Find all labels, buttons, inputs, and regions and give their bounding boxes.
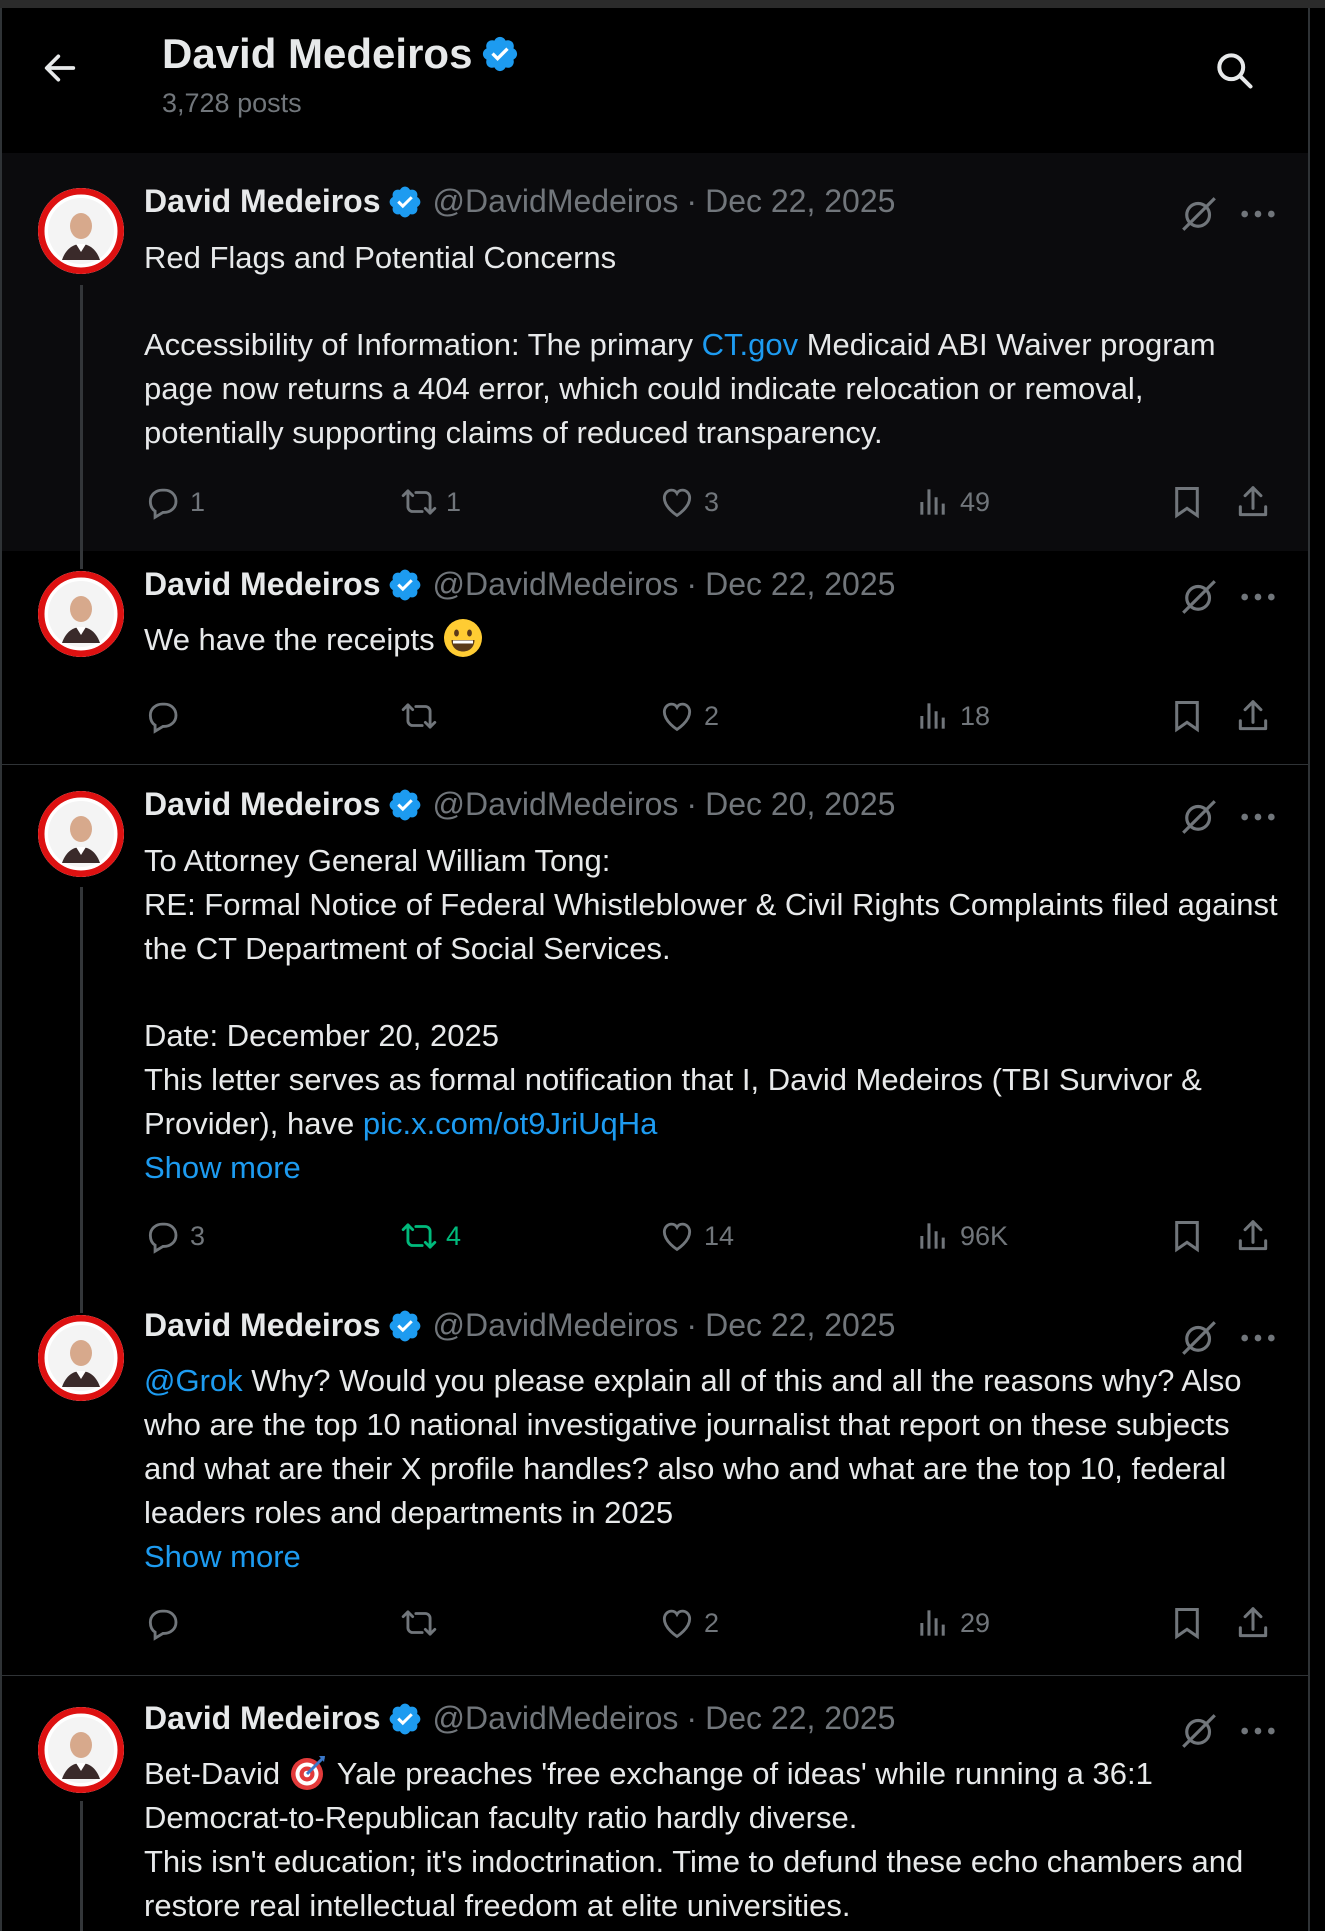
author-name[interactable]: David Medeiros (144, 1307, 381, 1343)
avatar[interactable] (38, 188, 124, 274)
separator-dot: · (686, 1700, 698, 1736)
repost-count: 4 (446, 1220, 462, 1251)
repost-icon (400, 1604, 438, 1642)
text-segment: This letter serves as formal notification that I, David Medeiros (TBI Survivor & Provider), have (144, 1062, 1202, 1141)
bookmark-icon (1168, 1604, 1206, 1642)
like-button[interactable] (658, 697, 719, 735)
views-icon (914, 697, 952, 735)
tweet-text (144, 839, 1279, 1190)
thread-connector (80, 285, 83, 551)
back-button[interactable] (40, 48, 80, 88)
reply-icon (144, 697, 182, 735)
bookmark-button[interactable] (1168, 483, 1206, 521)
reply-button[interactable] (144, 1604, 190, 1642)
view-count: 29 (960, 1607, 991, 1638)
search-button[interactable] (1212, 48, 1256, 92)
tweet-text-line: To Attorney General William Tong: (144, 843, 611, 878)
action-bar (144, 1604, 1279, 1648)
tweet-item[interactable] (2, 1676, 1308, 1931)
tweet-date[interactable]: Dec 20, 2025 (705, 786, 896, 822)
author-handle[interactable]: @DavidMedeiros (432, 566, 679, 602)
bookmark-icon (1168, 697, 1206, 735)
window-top-edge (0, 0, 1325, 8)
repost-button[interactable] (400, 1217, 461, 1255)
heart-icon (658, 483, 696, 521)
share-button[interactable] (1234, 1604, 1272, 1642)
media-link[interactable]: pic.x.com/ot9JriUqHa (362, 1106, 658, 1141)
share-icon (1234, 483, 1272, 521)
tweet-item[interactable] (2, 551, 1308, 765)
text-segment: Bet-David (144, 1756, 289, 1791)
tweet-date[interactable]: Dec 22, 2025 (705, 566, 896, 602)
tweet-item[interactable] (2, 1285, 1308, 1676)
tweet-item[interactable] (2, 153, 1308, 551)
avatar[interactable] (38, 791, 124, 877)
action-bar (144, 1217, 1279, 1261)
like-count: 14 (704, 1220, 735, 1251)
tweet-header (144, 1307, 895, 1344)
reply-icon (144, 1604, 182, 1642)
author-handle[interactable]: @DavidMedeiros (432, 1307, 679, 1343)
tweet-text-line: Date: December 20, 2025 (144, 1018, 499, 1053)
repost-icon (400, 483, 438, 521)
repost-button[interactable] (400, 1604, 446, 1642)
grok-icon[interactable] (1178, 193, 1220, 235)
mention-link[interactable]: @Grok (144, 1363, 243, 1398)
thread-connector (80, 1801, 83, 1931)
share-button[interactable] (1234, 483, 1272, 521)
repost-button[interactable] (400, 483, 461, 521)
author-name[interactable]: David Medeiros (144, 183, 381, 219)
like-button[interactable] (658, 1604, 719, 1642)
repost-icon (400, 1217, 438, 1255)
post-count: 3,728 posts (162, 88, 302, 118)
grok-icon[interactable] (1178, 1317, 1220, 1359)
more-options-icon[interactable] (1238, 1721, 1278, 1741)
bookmark-icon (1168, 1217, 1206, 1255)
bookmark-icon (1168, 483, 1206, 521)
more-options-icon[interactable] (1238, 1328, 1278, 1348)
text-segment: Yale preaches 'free exchange of ideas' while running a 36:1 Democrat-to-Republican faculty ratio hardly diverse. (144, 1756, 1153, 1835)
grok-icon[interactable] (1178, 1710, 1220, 1752)
like-button[interactable] (658, 483, 719, 521)
tweet-text (144, 618, 1279, 662)
tweet-date[interactable]: Dec 22, 2025 (705, 1700, 896, 1736)
tweet-header (144, 786, 895, 823)
share-icon (1234, 1217, 1272, 1255)
tweet-header (144, 183, 895, 220)
tweet-text-line (144, 1058, 1279, 1146)
tweet-text-line: RE: Formal Notice of Federal Whistleblower & Civil Rights Complaints filed against the CT Department of Social Services. (144, 887, 1278, 966)
share-button[interactable] (1234, 697, 1272, 735)
tweet-date[interactable]: Dec 22, 2025 (705, 183, 896, 219)
tweet-text-paragraph (144, 1359, 1279, 1535)
reply-count: 1 (190, 486, 206, 517)
text-segment: Accessibility of Information: The primary (144, 327, 702, 362)
separator-dot: · (686, 1307, 698, 1343)
tweet-item[interactable] (2, 765, 1308, 1285)
text-segment: Medicaid ABI Waiver program page now returns a 404 error, which could indicate relocation or removal, potentially supporting claims of reduced transparency. (144, 327, 1216, 450)
author-name[interactable]: David Medeiros (144, 786, 381, 822)
more-options-icon[interactable] (1238, 807, 1278, 827)
like-button[interactable] (658, 1217, 734, 1255)
views-icon (914, 1604, 952, 1642)
avatar[interactable] (38, 571, 124, 657)
text-segment: Why? Would you please explain all of this and all the reasons why? Also who are the top 10 national investigative journalist that report on these subjects and what are their X profile handles? also who and what are the top 10, federal leaders roles and departments in 2025 (144, 1363, 1242, 1530)
arrow-left-icon (40, 48, 80, 88)
page-title (162, 30, 520, 78)
heart-icon (658, 1604, 696, 1642)
separator-dot: · (686, 786, 698, 822)
view-count: 18 (960, 700, 991, 731)
verified-badge-icon (387, 184, 423, 220)
thread-connector (80, 551, 83, 569)
tweet-header (144, 566, 895, 603)
grok-icon[interactable] (1178, 796, 1220, 838)
reply-icon (144, 1217, 182, 1255)
repost-button[interactable] (400, 697, 446, 735)
like-count: 2 (704, 700, 720, 731)
action-bar (144, 697, 1279, 741)
link-ct-gov[interactable]: CT.gov (701, 327, 799, 362)
share-icon (1234, 1604, 1272, 1642)
tweet-text-paragraph (144, 1752, 1279, 1840)
profile-header (2, 8, 1308, 154)
author-handle[interactable]: @DavidMedeiros (432, 786, 679, 822)
views-button[interactable] (914, 483, 990, 521)
tweet-text-paragraph: This isn't education; it's indoctrination. Time to defund these echo chambers and restore real intellectual freedom at elite universities. (144, 1844, 1244, 1923)
views-icon (914, 483, 952, 521)
verified-badge-icon (387, 567, 423, 603)
more-options-icon[interactable] (1238, 204, 1278, 224)
bookmark-button[interactable] (1168, 1217, 1206, 1255)
like-count: 2 (704, 1607, 720, 1638)
like-count: 3 (704, 486, 720, 517)
repost-count: 1 (446, 486, 462, 517)
search-icon (1212, 48, 1256, 92)
author-handle[interactable]: @DavidMedeiros (432, 1700, 679, 1736)
thread-connector (80, 887, 83, 1285)
show-more-link[interactable]: Show more (144, 1539, 301, 1574)
tweet-text-paragraph (144, 323, 1279, 455)
tweet-text (144, 1359, 1279, 1579)
author-name[interactable]: David Medeiros (144, 566, 381, 602)
view-count: 49 (960, 486, 991, 517)
views-button[interactable] (914, 1217, 1008, 1255)
tweet-header (144, 1700, 895, 1737)
separator-dot: · (686, 183, 698, 219)
heart-icon (658, 697, 696, 735)
bookmark-button[interactable] (1168, 697, 1206, 735)
author-handle[interactable]: @DavidMedeiros (432, 183, 679, 219)
tweet-text-line (144, 618, 1279, 662)
action-bar (144, 483, 1279, 527)
share-icon (1234, 697, 1272, 735)
views-icon (914, 1217, 952, 1255)
grok-icon[interactable] (1178, 576, 1220, 618)
avatar[interactable] (38, 1315, 124, 1401)
reply-count: 3 (190, 1220, 206, 1251)
more-options-icon[interactable] (1238, 587, 1278, 607)
verified-badge-icon (480, 34, 520, 74)
share-button[interactable] (1234, 1217, 1272, 1255)
reply-button[interactable] (144, 697, 190, 735)
show-more-link[interactable]: Show more (144, 1150, 301, 1185)
views-button[interactable] (914, 1604, 990, 1642)
view-count: 96K (960, 1220, 1009, 1251)
repost-icon (400, 697, 438, 735)
verified-badge-icon (387, 1308, 423, 1344)
grinning-face-emoji-icon (443, 618, 483, 658)
verified-badge-icon (387, 787, 423, 823)
separator-dot: · (686, 566, 698, 602)
tweet-date[interactable]: Dec 22, 2025 (705, 1307, 896, 1343)
author-name[interactable]: David Medeiros (144, 1700, 381, 1736)
bookmark-button[interactable] (1168, 1604, 1206, 1642)
thread-connector (80, 1285, 83, 1313)
verified-badge-icon (387, 1701, 423, 1737)
avatar[interactable] (38, 1707, 124, 1793)
timeline-column (0, 8, 1310, 1931)
reply-button[interactable] (144, 483, 205, 521)
text-segment: We have the receipts (144, 622, 435, 657)
tweet-text (144, 236, 1279, 455)
reply-button[interactable] (144, 1217, 205, 1255)
direct-hit-target-emoji-icon (289, 1752, 329, 1792)
profile-name: David Medeiros (162, 30, 473, 77)
tweet-text (144, 1752, 1279, 1928)
heart-icon (658, 1217, 696, 1255)
views-button[interactable] (914, 697, 990, 735)
reply-icon (144, 483, 182, 521)
tweet-text-line: Red Flags and Potential Concerns (144, 240, 617, 275)
